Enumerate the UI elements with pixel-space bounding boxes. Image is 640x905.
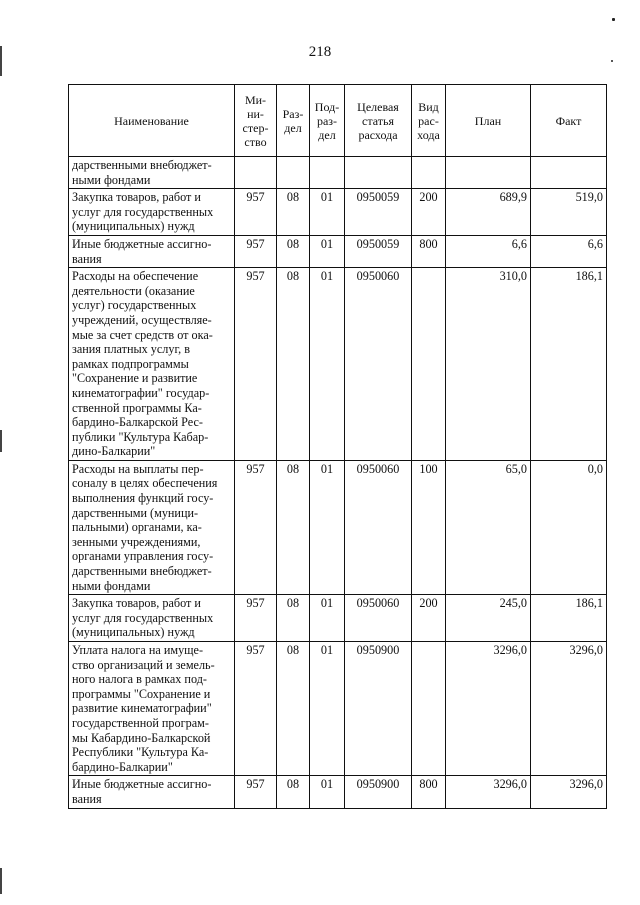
cell-name: Закупка товаров, работ и услуг для государственных (муниципальных) нужд — [69, 189, 235, 236]
cell-fact: 519,0 — [531, 189, 607, 236]
header-fact: Факт — [531, 85, 607, 157]
page-number: 218 — [308, 44, 332, 60]
cell-subsection: 01 — [310, 189, 345, 236]
cell-ministry: 957 — [235, 642, 277, 776]
cell-section: 08 — [277, 460, 310, 594]
cell-plan: 65,0 — [446, 460, 531, 594]
cell-fact: 186,1 — [531, 595, 607, 642]
cell-ministry: 957 — [235, 460, 277, 594]
header-expense-type: Вид рас- хода — [412, 85, 446, 157]
cell-expense-type — [412, 157, 446, 189]
header-section: Раз- дел — [277, 85, 310, 157]
cell-target: 0950059 — [345, 189, 412, 236]
cell-target: 0950060 — [345, 268, 412, 461]
cell-expense-type: 800 — [412, 776, 446, 808]
cell-target: 0950900 — [345, 776, 412, 808]
cell-name: Расходы на обеспечение деятельности (оказание услуг) государственных учреждений, осуществляе- мые за счет средств от ока- зания платных услуг, в рамках подпрограммы "Сохранение и развитие кинематографии" государ- ственной программы Ка- бардино-Балкарской Рес- публики "Культура Кабар- дино-Балкарии" — [69, 268, 235, 461]
cell-subsection: 01 — [310, 595, 345, 642]
cell-section: 08 — [277, 595, 310, 642]
cell-subsection — [310, 157, 345, 189]
cell-ministry: 957 — [235, 595, 277, 642]
cell-subsection: 01 — [310, 642, 345, 776]
cell-fact: 3296,0 — [531, 642, 607, 776]
cell-plan: 245,0 — [446, 595, 531, 642]
cell-fact: 0,0 — [531, 460, 607, 594]
cell-fact — [531, 157, 607, 189]
cell-section: 08 — [277, 268, 310, 461]
table-row — [69, 776, 607, 808]
cell-plan — [446, 157, 531, 189]
table-row — [69, 268, 607, 461]
cell-plan: 3296,0 — [446, 642, 531, 776]
cell-ministry: 957 — [235, 268, 277, 461]
cell-plan: 3296,0 — [446, 776, 531, 808]
cell-name: Закупка товаров, работ и услуг для государственных (муниципальных) нужд — [69, 595, 235, 642]
cell-subsection: 01 — [310, 268, 345, 461]
cell-target: 0950060 — [345, 460, 412, 594]
header-plan: План — [446, 85, 531, 157]
cell-target: 0950900 — [345, 642, 412, 776]
header-target: Целевая статья расхода — [345, 85, 412, 157]
cell-target: 0950059 — [345, 235, 412, 267]
cell-target — [345, 157, 412, 189]
cell-section: 08 — [277, 642, 310, 776]
cell-ministry — [235, 157, 277, 189]
cell-ministry: 957 — [235, 776, 277, 808]
scan-speck — [612, 18, 615, 21]
cell-plan: 6,6 — [446, 235, 531, 267]
table-row — [69, 235, 607, 267]
cell-section: 08 — [277, 235, 310, 267]
cell-name: Иные бюджетные ассигно- вания — [69, 776, 235, 808]
table-row — [69, 460, 607, 594]
scan-edge-mark — [0, 868, 2, 894]
budget-table — [68, 84, 607, 809]
header-subsection: Под- раз- дел — [310, 85, 345, 157]
cell-expense-type — [412, 268, 446, 461]
scan-edge-mark — [0, 430, 2, 452]
cell-name: дарственными внебюджет- ными фондами — [69, 157, 235, 189]
cell-name: Уплата налога на имуще- ство организаций и земель- ного налога в рамках под- программы "Сохранение и развитие кинематографии" государственной програм- мы Кабардино-Балкарской Республики "Культура Ка- бардино-Балкарии" — [69, 642, 235, 776]
table-row — [69, 595, 607, 642]
table-row — [69, 157, 607, 189]
cell-subsection: 01 — [310, 235, 345, 267]
cell-expense-type: 100 — [412, 460, 446, 594]
header-ministry: Ми- ни- стер- ство — [235, 85, 277, 157]
table-row — [69, 642, 607, 776]
table-row — [69, 189, 607, 236]
cell-subsection: 01 — [310, 460, 345, 594]
cell-target: 0950060 — [345, 595, 412, 642]
cell-subsection: 01 — [310, 776, 345, 808]
cell-expense-type: 200 — [412, 595, 446, 642]
header-name: Наименование — [69, 85, 235, 157]
cell-expense-type — [412, 642, 446, 776]
cell-section: 08 — [277, 776, 310, 808]
table-header-row — [69, 85, 607, 157]
cell-fact: 6,6 — [531, 235, 607, 267]
cell-ministry: 957 — [235, 235, 277, 267]
cell-fact: 3296,0 — [531, 776, 607, 808]
cell-fact: 186,1 — [531, 268, 607, 461]
cell-plan: 310,0 — [446, 268, 531, 461]
cell-name: Иные бюджетные ассигно- вания — [69, 235, 235, 267]
cell-section: 08 — [277, 189, 310, 236]
cell-plan: 689,9 — [446, 189, 531, 236]
cell-section — [277, 157, 310, 189]
cell-expense-type: 800 — [412, 235, 446, 267]
cell-expense-type: 200 — [412, 189, 446, 236]
cell-ministry: 957 — [235, 189, 277, 236]
cell-name: Расходы на выплаты пер- соналу в целях обеспечения выполнения функций госу- дарственными (муници- пальными) органами, ка- зенными учреждениями, органами управления госу- дарственными внебюджет- ными фондами — [69, 460, 235, 594]
